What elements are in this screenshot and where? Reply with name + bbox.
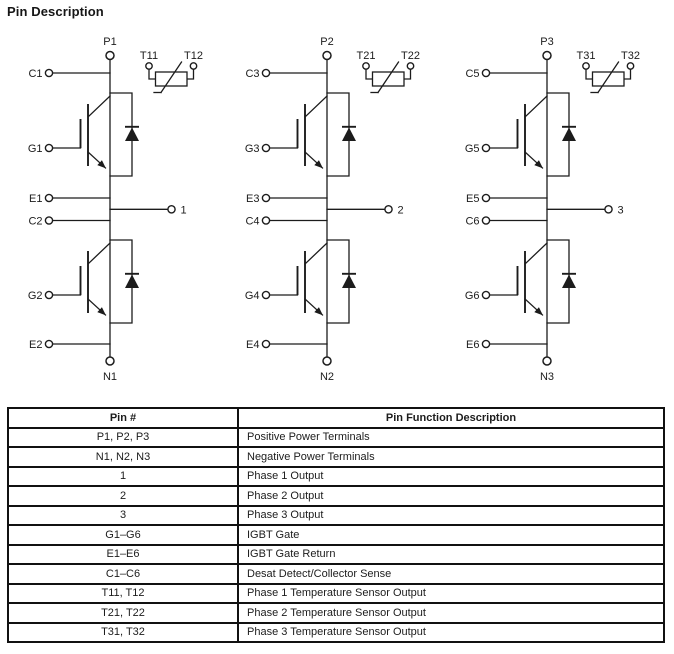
table-row bbox=[8, 525, 664, 545]
collector-diagonal bbox=[88, 243, 110, 264]
temp-pin-right-circle bbox=[407, 63, 413, 69]
negative-terminal-label: N3 bbox=[539, 371, 555, 383]
diode-triangle bbox=[125, 275, 139, 289]
emitter-pin-circle bbox=[262, 194, 269, 201]
table-row bbox=[8, 564, 664, 584]
thermistor-body bbox=[593, 72, 625, 86]
temp-pin-right-label: T22 bbox=[401, 50, 420, 62]
gate-pin-circle bbox=[482, 291, 489, 298]
temp-pin-left-label: T21 bbox=[356, 50, 376, 62]
table-row bbox=[8, 545, 664, 565]
gate-pin-circle bbox=[45, 291, 52, 298]
pin-function-cell: Phase 1 Temperature Sensor Output bbox=[238, 584, 664, 604]
temp-pin-left-label: T31 bbox=[576, 50, 596, 62]
collector-pin-circle bbox=[262, 69, 269, 76]
output-circle bbox=[385, 206, 392, 213]
emitter-diagonal-arrow bbox=[305, 299, 323, 315]
table-row bbox=[8, 428, 664, 448]
emitter-pin-label: E1 bbox=[29, 192, 43, 205]
pin-function-cell: Positive Power Terminals bbox=[238, 428, 664, 448]
emitter-pin-circle bbox=[45, 340, 52, 347]
collector-pin-label: C2 bbox=[28, 215, 43, 228]
emitter-pin-label: E6 bbox=[466, 338, 480, 351]
temp-pin-right-label: T32 bbox=[621, 50, 640, 62]
table-row bbox=[8, 603, 664, 623]
upper-igbt-pins bbox=[28, 68, 110, 205]
gate-pin-label: G3 bbox=[244, 142, 260, 155]
temp-lead-right bbox=[404, 69, 411, 79]
emitter-diagonal-arrow bbox=[525, 152, 543, 168]
pin-function-cell: Phase 2 Output bbox=[238, 486, 664, 506]
collector-pin-label: C1 bbox=[28, 67, 43, 80]
header-pin-function: Pin Function Description bbox=[238, 408, 664, 428]
temp-lead-left bbox=[366, 69, 373, 79]
lower-igbt-pins bbox=[28, 215, 110, 350]
collector-pin-label: C5 bbox=[465, 67, 480, 80]
page-title: Pin Description bbox=[7, 4, 104, 19]
table-row bbox=[8, 584, 664, 604]
positive-terminal-circle bbox=[323, 52, 331, 60]
pin-number-cell: G1–G6 bbox=[8, 525, 238, 545]
gate-pin-label: G1 bbox=[27, 142, 43, 155]
table-header-row bbox=[8, 408, 664, 428]
collector-diagonal bbox=[305, 243, 327, 264]
lower-igbt-pins bbox=[465, 215, 547, 350]
collector-diagonal bbox=[305, 96, 327, 117]
upper-igbt-pins bbox=[465, 68, 547, 205]
pin-number-cell: C1–C6 bbox=[8, 564, 238, 584]
phase-output bbox=[327, 204, 404, 216]
emitter-pin-label: E5 bbox=[466, 192, 480, 205]
diode-triangle bbox=[342, 275, 356, 289]
collector-pin-label: C3 bbox=[245, 67, 260, 80]
output-circle bbox=[168, 206, 175, 213]
emitter-pin-circle bbox=[262, 340, 269, 347]
negative-terminal-circle bbox=[323, 357, 331, 365]
pin-number-cell: P1, P2, P3 bbox=[8, 428, 238, 448]
positive-terminal-circle bbox=[543, 52, 551, 60]
positive-terminal-label: P1 bbox=[103, 36, 117, 48]
gate-pin-circle bbox=[262, 144, 269, 151]
temp-lead-right bbox=[187, 69, 194, 79]
phase-circuit bbox=[28, 36, 203, 383]
emitter-diagonal-arrow bbox=[88, 299, 106, 315]
pin-function-cell: Desat Detect/Collector Sense bbox=[238, 564, 664, 584]
thermistor-body bbox=[156, 72, 188, 86]
diode-triangle bbox=[342, 128, 356, 142]
thermistor-body bbox=[373, 72, 405, 86]
diode-triangle bbox=[125, 128, 139, 142]
temp-pin-right-label: T12 bbox=[184, 50, 203, 62]
pin-number-cell: 2 bbox=[8, 486, 238, 506]
positive-terminal-label: P2 bbox=[320, 36, 334, 48]
temp-lead-left bbox=[586, 69, 593, 79]
output-label: 2 bbox=[397, 204, 404, 217]
emitter-diagonal-arrow bbox=[525, 299, 543, 315]
collector-diagonal bbox=[88, 96, 110, 117]
emitter-diagonal-arrow bbox=[305, 152, 323, 168]
gate-pin-label: G6 bbox=[464, 289, 480, 302]
collector-pin-label: C6 bbox=[465, 215, 480, 228]
temperature-sensor bbox=[577, 50, 640, 93]
collector-pin-circle bbox=[262, 217, 269, 224]
pin-function-cell: Phase 3 Temperature Sensor Output bbox=[238, 623, 664, 643]
table-row bbox=[8, 506, 664, 526]
gate-pin-label: G5 bbox=[464, 142, 480, 155]
header-pin-number: Pin # bbox=[8, 408, 238, 428]
collector-diagonal bbox=[525, 243, 547, 264]
table-row bbox=[8, 486, 664, 506]
pin-function-cell: IGBT Gate bbox=[238, 525, 664, 545]
emitter-pin-label: E2 bbox=[29, 338, 43, 351]
emitter-diagonal-arrow bbox=[88, 152, 106, 168]
diode-triangle bbox=[562, 275, 576, 289]
phase-circuit bbox=[465, 36, 640, 383]
collector-pin-circle bbox=[482, 217, 489, 224]
pin-number-cell: T11, T12 bbox=[8, 584, 238, 604]
emitter-pin-circle bbox=[482, 340, 489, 347]
phase-circuit bbox=[245, 36, 420, 383]
pin-function-cell: IGBT Gate Return bbox=[238, 545, 664, 565]
pin-function-cell: Phase 1 Output bbox=[238, 467, 664, 487]
pin-function-cell: Phase 3 Output bbox=[238, 506, 664, 526]
lower-igbt-pins bbox=[245, 215, 327, 350]
emitter-pin-circle bbox=[45, 194, 52, 201]
positive-terminal-label: P3 bbox=[540, 36, 554, 48]
emitter-pin-label: E4 bbox=[246, 338, 260, 351]
phase-output bbox=[110, 204, 187, 216]
collector-pin-circle bbox=[45, 217, 52, 224]
temp-pin-right-circle bbox=[627, 63, 633, 69]
temp-pin-left-circle bbox=[146, 63, 152, 69]
pin-number-cell: T31, T32 bbox=[8, 623, 238, 643]
collector-pin-circle bbox=[45, 69, 52, 76]
temp-pin-left-label: T11 bbox=[139, 50, 159, 62]
pin-function-cell: Negative Power Terminals bbox=[238, 447, 664, 467]
collector-pin-circle bbox=[482, 69, 489, 76]
gate-pin-circle bbox=[482, 144, 489, 151]
gate-pin-circle bbox=[262, 291, 269, 298]
gate-pin-label: G2 bbox=[27, 289, 43, 302]
temperature-sensor bbox=[140, 50, 203, 93]
gate-pin-label: G4 bbox=[244, 289, 260, 302]
negative-terminal-label: N1 bbox=[102, 371, 118, 383]
temp-pin-left-circle bbox=[363, 63, 369, 69]
collector-pin-label: C4 bbox=[245, 215, 260, 228]
positive-terminal-circle bbox=[106, 52, 114, 60]
pin-number-cell: T21, T22 bbox=[8, 603, 238, 623]
phases-layer bbox=[28, 36, 640, 383]
emitter-pin-label: E3 bbox=[246, 192, 260, 205]
temperature-sensor bbox=[357, 50, 420, 93]
collector-diagonal bbox=[525, 96, 547, 117]
emitter-pin-circle bbox=[482, 194, 489, 201]
temp-lead-right bbox=[624, 69, 631, 79]
output-circle bbox=[605, 206, 612, 213]
negative-terminal-circle bbox=[106, 357, 114, 365]
temp-pin-left-circle bbox=[583, 63, 589, 69]
table-row bbox=[8, 447, 664, 467]
pin-number-cell: E1–E6 bbox=[8, 545, 238, 565]
upper-igbt-pins bbox=[245, 68, 327, 205]
pin-number-cell: N1, N2, N3 bbox=[8, 447, 238, 467]
temp-lead-left bbox=[149, 69, 156, 79]
table-row bbox=[8, 623, 664, 643]
pin-function-cell: Phase 2 Temperature Sensor Output bbox=[238, 603, 664, 623]
temp-pin-right-circle bbox=[190, 63, 196, 69]
negative-terminal-circle bbox=[543, 357, 551, 365]
diode-triangle bbox=[562, 128, 576, 142]
pin-number-cell: 3 bbox=[8, 506, 238, 526]
output-label: 3 bbox=[617, 204, 624, 217]
table-row bbox=[8, 467, 664, 487]
pin-number-cell: 1 bbox=[8, 467, 238, 487]
gate-pin-circle bbox=[45, 144, 52, 151]
pin-function-table bbox=[7, 407, 665, 643]
output-label: 1 bbox=[180, 204, 187, 217]
phase-output bbox=[547, 204, 624, 216]
negative-terminal-label: N2 bbox=[319, 371, 335, 383]
